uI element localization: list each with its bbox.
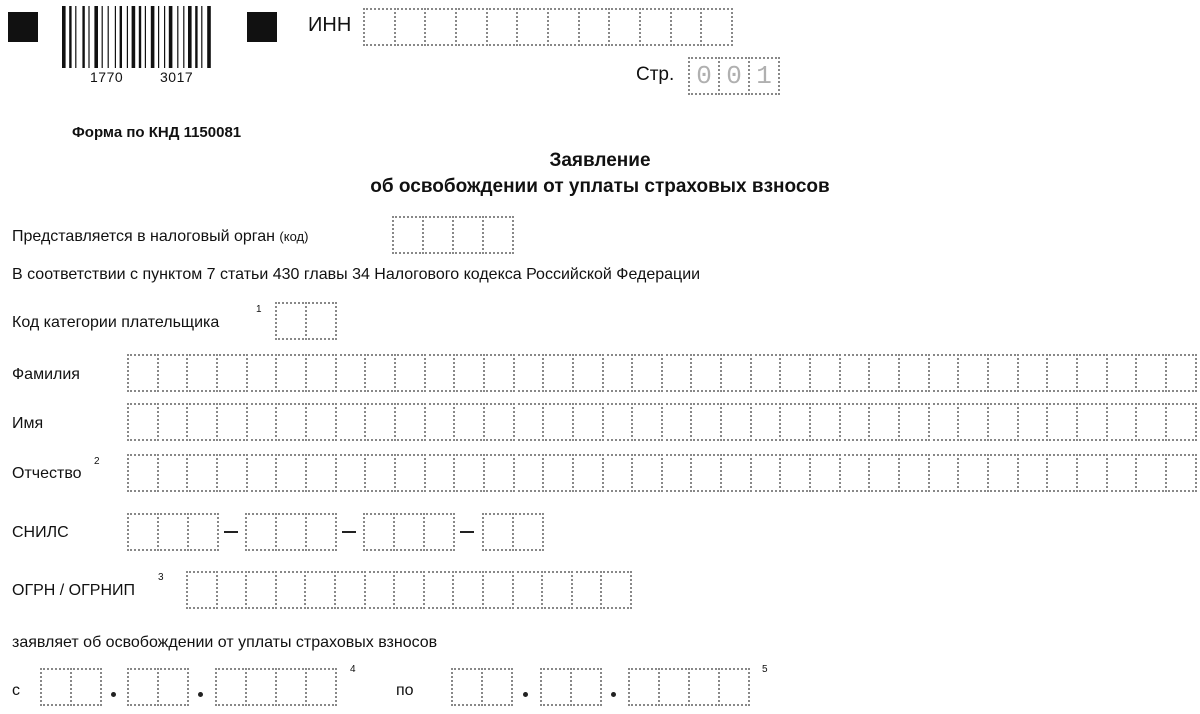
- barcode-bar: [158, 6, 159, 68]
- input-cell[interactable]: [305, 513, 337, 551]
- tax-authority-label-suffix: (код): [279, 229, 309, 244]
- input-cell[interactable]: [572, 354, 604, 392]
- snils-dash-2: [342, 531, 356, 533]
- input-cell[interactable]: [688, 668, 720, 706]
- input-cell[interactable]: [335, 403, 367, 441]
- barcode-bar: [183, 6, 184, 68]
- input-cell[interactable]: [127, 354, 159, 392]
- input-cell[interactable]: [157, 513, 189, 551]
- page-label: Стр.: [636, 64, 675, 85]
- input-cell[interactable]: [898, 403, 930, 441]
- input-cell[interactable]: [482, 571, 514, 609]
- input-cell[interactable]: [364, 454, 396, 492]
- document-title: Заявление: [549, 150, 651, 171]
- input-cell[interactable]: [1165, 454, 1197, 492]
- input-cell[interactable]: [690, 454, 722, 492]
- ogrn-cells[interactable]: [186, 571, 632, 609]
- barcode-bar: [151, 6, 155, 68]
- input-cell[interactable]: [453, 454, 485, 492]
- input-cell[interactable]: [335, 354, 367, 392]
- barcode-bar: [132, 6, 136, 68]
- barcode-number-1: 1770: [90, 69, 124, 85]
- barcode-bar: [108, 6, 109, 68]
- tax-authority-label-text: Представляется в налоговый орган: [12, 228, 275, 245]
- to-year-cells[interactable]: [628, 668, 750, 706]
- input-cell[interactable]: [928, 403, 960, 441]
- input-cell[interactable]: [868, 454, 900, 492]
- input-cell[interactable]: [541, 571, 573, 609]
- input-cell[interactable]: [216, 454, 248, 492]
- input-cell[interactable]: [1076, 454, 1108, 492]
- input-cell[interactable]: [334, 571, 366, 609]
- input-cell[interactable]: [305, 454, 337, 492]
- input-cell[interactable]: [364, 403, 396, 441]
- barcode-bar: [169, 6, 173, 68]
- name-cells[interactable]: [127, 403, 1197, 441]
- to-label: по: [396, 682, 414, 699]
- input-cell[interactable]: [1135, 354, 1167, 392]
- input-cell[interactable]: [305, 403, 337, 441]
- barcode-bar: [201, 6, 202, 68]
- input-cell[interactable]: [483, 354, 515, 392]
- input-cell[interactable]: [658, 668, 690, 706]
- input-cell[interactable]: [513, 454, 545, 492]
- input-cell[interactable]: [928, 354, 960, 392]
- input-cell[interactable]: [779, 354, 811, 392]
- patronymic-cells[interactable]: [127, 454, 1197, 492]
- input-cell[interactable]: [275, 403, 307, 441]
- barcode-bar: [75, 6, 76, 68]
- input-cell[interactable]: [1106, 354, 1138, 392]
- input-cell[interactable]: [839, 354, 871, 392]
- input-cell[interactable]: [578, 8, 611, 46]
- input-cell[interactable]: [608, 8, 641, 46]
- input-cell[interactable]: [423, 513, 455, 551]
- input-cell[interactable]: [516, 8, 549, 46]
- input-cell[interactable]: [898, 354, 930, 392]
- input-cell[interactable]: [246, 354, 278, 392]
- input-cell[interactable]: [542, 354, 574, 392]
- legal-basis-text: В соответствии с пунктом 7 статьи 430 главы 34 Налогового кодекса Российской Федерации: [12, 266, 701, 283]
- surname-cells[interactable]: [127, 354, 1197, 392]
- input-cell[interactable]: [1135, 403, 1167, 441]
- input-cell[interactable]: [898, 454, 930, 492]
- from-day-cells[interactable]: [40, 668, 102, 706]
- input-cell[interactable]: [512, 513, 544, 551]
- input-cell[interactable]: [452, 216, 484, 254]
- input-cell[interactable]: [571, 571, 603, 609]
- input-cell[interactable]: [602, 403, 634, 441]
- input-cell[interactable]: [363, 513, 395, 551]
- input-cell[interactable]: [127, 513, 159, 551]
- to-date-separator-1: [523, 692, 528, 697]
- input-cell[interactable]: [424, 354, 456, 392]
- input-cell[interactable]: [631, 454, 663, 492]
- input-cell[interactable]: [453, 354, 485, 392]
- input-cell[interactable]: [1046, 403, 1078, 441]
- document-subtitle: об освобождении от уплаты страховых взносов: [370, 176, 830, 197]
- input-cell[interactable]: [809, 403, 841, 441]
- input-cell[interactable]: [639, 8, 672, 46]
- input-cell[interactable]: [957, 403, 989, 441]
- input-cell[interactable]: [275, 302, 307, 340]
- input-cell[interactable]: [424, 8, 457, 46]
- input-cell[interactable]: [1165, 354, 1197, 392]
- barcode-bar: [82, 6, 84, 68]
- input-cell[interactable]: [512, 571, 544, 609]
- declares-text: заявляет об освобождении от уплаты страховых взносов: [12, 634, 438, 651]
- input-cell[interactable]: [275, 454, 307, 492]
- input-cell[interactable]: [394, 403, 426, 441]
- barcode-bar: [102, 6, 103, 68]
- input-cell[interactable]: [305, 302, 337, 340]
- corner-marker-left: [8, 12, 38, 42]
- input-cell[interactable]: [987, 354, 1019, 392]
- input-cell[interactable]: [305, 354, 337, 392]
- input-cell[interactable]: [245, 668, 277, 706]
- input-cell[interactable]: [364, 354, 396, 392]
- barcode-bar: [120, 6, 122, 68]
- input-cell[interactable]: [1017, 403, 1049, 441]
- input-cell[interactable]: [547, 8, 580, 46]
- input-cell[interactable]: [422, 216, 454, 254]
- barcode-bar: [145, 6, 146, 68]
- ogrn-label: ОГРН / ОГРНИП: [12, 582, 136, 599]
- input-cell[interactable]: [1017, 454, 1049, 492]
- to-day-cells[interactable]: [451, 668, 513, 706]
- barcode-number-2: 3017: [160, 69, 194, 85]
- input-cell[interactable]: [424, 454, 456, 492]
- input-cell[interactable]: [275, 354, 307, 392]
- input-cell[interactable]: [628, 668, 660, 706]
- corner-marker-right: [247, 12, 277, 42]
- surname-label: Фамилия: [12, 366, 80, 383]
- input-cell[interactable]: [483, 403, 515, 441]
- from-year-cells[interactable]: [215, 668, 337, 706]
- input-cell[interactable]: [572, 403, 604, 441]
- input-cell[interactable]: [215, 668, 247, 706]
- input-cell[interactable]: [957, 354, 989, 392]
- input-cell[interactable]: [779, 403, 811, 441]
- input-cell[interactable]: [157, 354, 189, 392]
- name-label: Имя: [12, 415, 44, 432]
- barcode-bar: [164, 6, 165, 68]
- inn-cells[interactable]: [363, 8, 733, 46]
- barcode-bar: [94, 6, 98, 68]
- input-cell[interactable]: [157, 454, 189, 492]
- input-cell[interactable]: [700, 8, 733, 46]
- barcode-bar: [188, 6, 192, 68]
- barcode-bar: [88, 6, 89, 68]
- input-cell[interactable]: [40, 668, 72, 706]
- barcode-bar: [127, 6, 128, 68]
- input-cell[interactable]: [631, 354, 663, 392]
- input-cell[interactable]: [542, 403, 574, 441]
- input-cell[interactable]: [304, 571, 336, 609]
- from-label: с: [12, 682, 20, 699]
- input-cell[interactable]: [600, 571, 632, 609]
- input-cell[interactable]: [1046, 354, 1078, 392]
- input-cell[interactable]: [720, 354, 752, 392]
- input-cell[interactable]: [1106, 403, 1138, 441]
- input-cell[interactable]: [661, 454, 693, 492]
- input-cell[interactable]: [1017, 354, 1049, 392]
- patronymic-footnote: 2: [94, 456, 100, 467]
- input-cell[interactable]: [839, 454, 871, 492]
- input-cell[interactable]: [987, 403, 1019, 441]
- barcode-bar: [207, 6, 211, 68]
- payer-category-cells[interactable]: [275, 302, 337, 340]
- input-cell[interactable]: [481, 668, 513, 706]
- input-cell[interactable]: [394, 354, 426, 392]
- input-cell[interactable]: [482, 513, 514, 551]
- input-cell[interactable]: [275, 571, 307, 609]
- snils-cells-group-3[interactable]: [363, 513, 455, 551]
- barcode-bar: [177, 6, 178, 68]
- input-cell[interactable]: [513, 403, 545, 441]
- input-cell[interactable]: [572, 454, 604, 492]
- snils-dash-3: [460, 531, 474, 533]
- input-cell[interactable]: [1135, 454, 1167, 492]
- tax-authority-code-cells[interactable]: [392, 216, 514, 254]
- input-cell[interactable]: [423, 571, 455, 609]
- barcode-bar: [195, 6, 197, 68]
- input-cell[interactable]: [1076, 403, 1108, 441]
- input-cell[interactable]: [483, 454, 515, 492]
- input-cell[interactable]: [690, 403, 722, 441]
- input-cell[interactable]: [540, 668, 572, 706]
- snils-cells-group-2[interactable]: [245, 513, 337, 551]
- input-cell[interactable]: [602, 354, 634, 392]
- input-cell[interactable]: [486, 8, 519, 46]
- page-digit-cell[interactable]: 1: [748, 57, 780, 95]
- payer-category-label: Код категории плательщика: [12, 314, 220, 331]
- input-cell[interactable]: [513, 354, 545, 392]
- input-cell[interactable]: [482, 216, 514, 254]
- from-month-cells[interactable]: [127, 668, 189, 706]
- input-cell[interactable]: [542, 454, 574, 492]
- to-footnote: 5: [762, 664, 768, 675]
- tax-authority-label: [12, 228, 308, 246]
- input-cell[interactable]: [245, 571, 277, 609]
- input-cell[interactable]: [70, 668, 102, 706]
- input-cell[interactable]: [392, 216, 424, 254]
- input-cell[interactable]: [186, 403, 218, 441]
- input-cell[interactable]: [246, 403, 278, 441]
- input-cell[interactable]: [809, 454, 841, 492]
- snils-dash-1: [224, 531, 238, 533]
- patronymic-label: Отчество: [12, 465, 82, 482]
- input-cell[interactable]: [868, 403, 900, 441]
- input-cell[interactable]: [1046, 454, 1078, 492]
- input-cell[interactable]: [157, 403, 189, 441]
- input-cell[interactable]: [570, 668, 602, 706]
- input-cell[interactable]: [868, 354, 900, 392]
- input-cell[interactable]: [186, 454, 218, 492]
- page-digit-cell[interactable]: 0: [718, 57, 750, 95]
- input-cell[interactable]: [394, 8, 427, 46]
- input-cell[interactable]: [275, 668, 307, 706]
- input-cell[interactable]: [670, 8, 703, 46]
- input-cell[interactable]: [1106, 454, 1138, 492]
- input-cell[interactable]: [750, 403, 782, 441]
- input-cell[interactable]: [216, 403, 248, 441]
- page-number-cells[interactable]: [688, 57, 780, 95]
- snils-label: СНИЛС: [12, 524, 69, 541]
- input-cell[interactable]: [453, 403, 485, 441]
- ogrn-footnote: 3: [158, 572, 164, 583]
- input-cell[interactable]: [187, 513, 219, 551]
- input-cell[interactable]: [451, 668, 483, 706]
- input-cell[interactable]: [157, 668, 189, 706]
- input-cell[interactable]: [718, 668, 750, 706]
- input-cell[interactable]: [305, 668, 337, 706]
- barcode-bar: [115, 6, 116, 68]
- input-cell[interactable]: [246, 454, 278, 492]
- input-cell[interactable]: [987, 454, 1019, 492]
- input-cell[interactable]: [245, 513, 277, 551]
- input-cell[interactable]: [364, 571, 396, 609]
- inn-label: ИНН: [308, 14, 352, 36]
- input-cell[interactable]: [363, 8, 396, 46]
- input-cell[interactable]: [661, 354, 693, 392]
- from-footnote: 4: [350, 664, 356, 675]
- input-cell[interactable]: [186, 354, 218, 392]
- input-cell[interactable]: [750, 354, 782, 392]
- barcode: [62, 6, 224, 68]
- input-cell[interactable]: [216, 571, 248, 609]
- input-cell[interactable]: [690, 354, 722, 392]
- input-cell[interactable]: [335, 454, 367, 492]
- input-cell[interactable]: [750, 454, 782, 492]
- input-cell[interactable]: [779, 454, 811, 492]
- page-digit-cell[interactable]: 0: [688, 57, 720, 95]
- input-cell[interactable]: [631, 403, 663, 441]
- input-cell[interactable]: [424, 403, 456, 441]
- input-cell[interactable]: [127, 403, 159, 441]
- input-cell[interactable]: [1076, 354, 1108, 392]
- input-cell[interactable]: [127, 668, 159, 706]
- from-date-separator-2: [198, 692, 203, 697]
- input-cell[interactable]: [602, 454, 634, 492]
- form-code: Форма по КНД 1150081: [72, 124, 242, 141]
- from-date-separator-1: [111, 692, 116, 697]
- barcode-bar: [69, 6, 71, 68]
- barcode-bar: [139, 6, 141, 68]
- input-cell[interactable]: [957, 454, 989, 492]
- input-cell[interactable]: [455, 8, 488, 46]
- input-cell[interactable]: [809, 354, 841, 392]
- input-cell[interactable]: [1165, 403, 1197, 441]
- snils-cells-group-1[interactable]: [127, 513, 219, 551]
- input-cell[interactable]: [127, 454, 159, 492]
- payer-category-footnote: 1: [256, 304, 262, 315]
- input-cell[interactable]: [393, 571, 425, 609]
- input-cell[interactable]: [394, 454, 426, 492]
- input-cell[interactable]: [216, 354, 248, 392]
- input-cell[interactable]: [839, 403, 871, 441]
- input-cell[interactable]: [393, 513, 425, 551]
- snils-cells-group-4[interactable]: [482, 513, 544, 551]
- barcode-bar: [62, 6, 66, 68]
- to-date-separator-2: [611, 692, 616, 697]
- input-cell[interactable]: [720, 454, 752, 492]
- input-cell[interactable]: [186, 571, 218, 609]
- input-cell[interactable]: [275, 513, 307, 551]
- input-cell[interactable]: [661, 403, 693, 441]
- input-cell[interactable]: [452, 571, 484, 609]
- to-month-cells[interactable]: [540, 668, 602, 706]
- input-cell[interactable]: [928, 454, 960, 492]
- input-cell[interactable]: [720, 403, 752, 441]
